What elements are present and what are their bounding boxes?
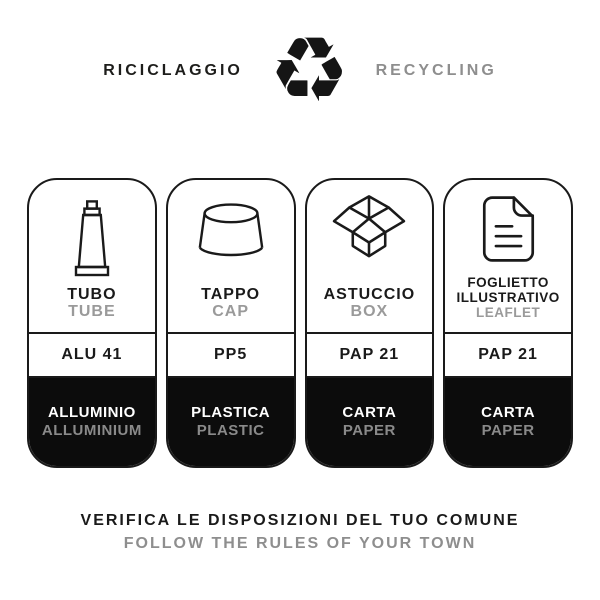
leaflet-icon — [478, 193, 539, 265]
material-name-english: PAPER — [481, 422, 535, 439]
card-leaflet-top — [445, 180, 571, 334]
material-code: PAP 21 — [445, 334, 571, 378]
material-code: PP5 — [168, 334, 294, 378]
card-tube-top — [29, 180, 155, 334]
material-names — [168, 378, 294, 466]
open-box-icon — [326, 193, 412, 263]
material-name-italian: CARTA — [342, 404, 397, 421]
bottom-note-italian: VERIFICA LE DISPOSIZIONI DEL TUO COMUNE — [80, 512, 520, 529]
material-names — [307, 378, 433, 466]
card-tube — [27, 178, 157, 468]
component-names — [201, 286, 260, 332]
cap-icon — [191, 201, 271, 261]
material-names — [445, 378, 571, 466]
component-names — [324, 286, 416, 332]
bottom-note-english: FOLLOW THE RULES OF YOUR TOWN — [123, 535, 477, 552]
header-title-english: RECYCLING — [375, 62, 497, 79]
cards-row — [27, 178, 573, 468]
material-code: PAP 21 — [307, 334, 433, 378]
component-name-english: CAP — [212, 303, 250, 320]
component-name-english: BOX — [350, 303, 389, 320]
material-name-english: PLASTIC — [196, 422, 265, 439]
card-box — [305, 178, 435, 468]
component-names — [445, 275, 571, 332]
material-name-english: ALLUMINIUM — [41, 422, 142, 439]
card-leaflet — [443, 178, 573, 468]
component-names — [67, 286, 116, 332]
header-title-italian: RICICLAGGIO — [103, 62, 243, 79]
material-name-italian: ALLUMINIO — [47, 404, 136, 421]
component-name-italian: TUBO — [67, 286, 117, 303]
tube-icon — [60, 193, 124, 285]
component-name-italian: ASTUCCIO — [323, 286, 416, 303]
material-code: ALU 41 — [29, 334, 155, 378]
material-name-english: PAPER — [342, 422, 396, 439]
recycling-icon: ♻ — [268, 18, 350, 123]
component-name-english: LEAFLET — [476, 305, 541, 320]
component-name-english: TUBE — [68, 303, 116, 320]
component-name-italian: FOGLIETTO ILLUSTRATIVO — [456, 275, 560, 305]
material-name-italian: CARTA — [481, 404, 536, 421]
component-name-italian: TAPPO — [201, 286, 261, 303]
card-box-top — [307, 180, 433, 334]
card-cap — [166, 178, 296, 468]
header — [0, 0, 600, 123]
bottom-note — [0, 509, 600, 555]
material-name-italian: PLASTICA — [191, 404, 271, 421]
material-names — [29, 378, 155, 466]
card-cap-top — [168, 180, 294, 334]
